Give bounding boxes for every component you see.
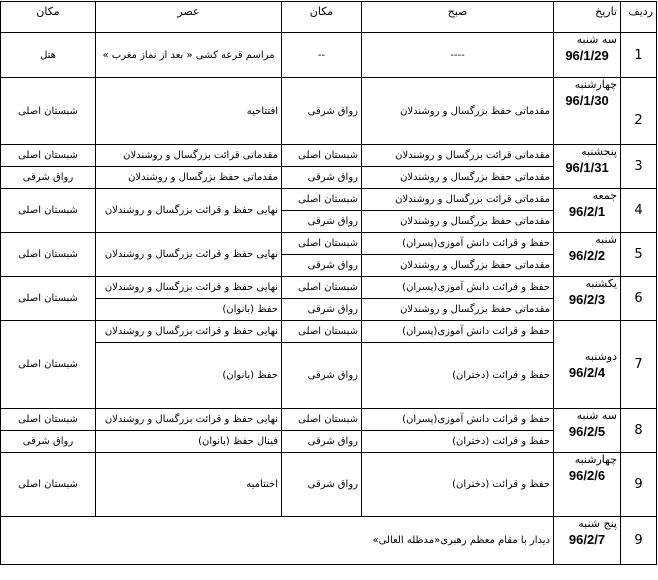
afternoon-place: شبستان اصلی	[1, 189, 96, 233]
afternoon-session: مقدماتی حفظ بزرگسال و روشندلان	[96, 167, 282, 189]
day-name: یکشنبه	[585, 277, 617, 290]
morning-place: رواق شرقی	[282, 343, 362, 409]
row-number: 4	[621, 189, 657, 233]
afternoon-place: شبستان اصلی	[1, 409, 96, 431]
morning-place: شبستان اصلی	[282, 145, 362, 167]
morning-place: رواق شرقی	[282, 453, 362, 517]
date-value: 96/2/1	[568, 204, 606, 219]
row-number: 3	[621, 145, 657, 189]
morning-session: مقدماتی قرائت بزرگسال و روشندلان	[362, 189, 554, 211]
morning-session: حفظ و قرائت دانش آموزی(پسران)	[362, 321, 554, 343]
morning-place: شبستان اصلی	[282, 277, 362, 299]
afternoon-place: رواق شرقی	[1, 167, 96, 189]
table-row	[1, 453, 657, 517]
leader-meeting-text: دیدار با مقام معظم رهبری«مدظله العالی»	[372, 535, 550, 546]
table-row	[1, 78, 657, 145]
table-row	[1, 277, 657, 299]
morning-session: حفظ و قرائت دانش آموزی(پسران)	[362, 277, 554, 299]
morning-place: رواق شرقی	[282, 299, 362, 321]
row-number: 7	[621, 321, 657, 409]
table-row	[1, 189, 657, 211]
day-name: پنج شنبه	[578, 517, 617, 530]
header-place-morning: مکان	[282, 2, 362, 33]
afternoon-session: نهایی حفظ و قرائت بزرگسال و روشندلان	[96, 321, 282, 343]
date-value: 96/2/4	[568, 364, 606, 380]
date-cell	[554, 78, 621, 145]
afternoon-session: نهایی حفظ و قرائت بزرگسال و روشندلان	[96, 277, 282, 299]
morning-place: رواق شرقی	[282, 211, 362, 233]
morning-place: شبستان اصلی	[282, 233, 362, 255]
day-name: چهارشنبه	[574, 453, 617, 466]
row-number: 1	[621, 33, 657, 78]
date-value: 96/1/29	[565, 48, 609, 63]
morning-session: حفظ و قرائت (دختران)	[362, 343, 554, 409]
table-row	[1, 33, 657, 78]
morning-place: شبستان اصلی	[282, 409, 362, 431]
date-cell	[554, 277, 621, 321]
afternoon-session: مقدماتی قرائت بزرگسال و روشندلان	[96, 145, 282, 167]
table-row	[1, 233, 657, 255]
morning-place: رواق شرقی	[282, 167, 362, 189]
header-date: تاریخ	[554, 2, 621, 33]
morning-place: رواق شرقی	[282, 78, 362, 145]
date-cell	[554, 517, 621, 565]
date-cell	[554, 189, 621, 233]
header-morning: صبح	[362, 2, 554, 33]
morning-session: مقدماتی قرائت بزرگسال و روشندلان	[362, 145, 554, 167]
morning-place: شبستان اصلی	[282, 321, 362, 343]
afternoon-place: شبستان اصلی	[1, 277, 96, 321]
header-place-afternoon: مکان	[1, 2, 96, 33]
morning-place: --	[282, 33, 362, 78]
afternoon-place: شبستان اصلی	[1, 453, 96, 517]
header-radif: ردیف	[621, 2, 657, 33]
afternoon-place: شبستان اصلی	[1, 78, 96, 145]
day-name: شنبه	[595, 233, 617, 246]
header-row	[1, 2, 657, 33]
date-cell	[554, 33, 621, 78]
day-name: دوشنبه	[585, 349, 617, 363]
row-number: 6	[621, 277, 657, 321]
afternoon-place: شبستان اصلی	[1, 233, 96, 277]
day-name: سه شنبه	[576, 33, 617, 46]
table-row	[1, 145, 657, 167]
afternoon-place: رواق شرقی	[1, 431, 96, 453]
morning-session: مقدماتی حفظ بزرگسال و روشندلان	[362, 78, 554, 145]
afternoon-place: شبستان اصلی	[1, 145, 96, 167]
date-value: 96/2/2	[568, 248, 606, 263]
afternoon-session: نهایی حفظ و قرائت بزرگسال و روشندلان	[96, 189, 282, 233]
afternoon-place: شبستان اصلی	[1, 321, 96, 409]
afternoon-session: اختتامیه	[96, 453, 282, 517]
afternoon-place: هتل	[1, 33, 96, 78]
date-value: 96/2/7	[568, 532, 606, 547]
date-cell	[554, 233, 621, 277]
row-number: 5	[621, 233, 657, 277]
day-name: سه شنبه	[576, 409, 617, 422]
morning-place: رواق شرقی	[282, 255, 362, 277]
afternoon-session: فینال حفظ (بانوان)	[96, 431, 282, 453]
morning-session: مقدماتی حفظ بزرگسال و روشندلان	[362, 299, 554, 321]
date-cell	[554, 409, 621, 453]
date-cell	[554, 321, 621, 409]
morning-place: رواق شرقی	[282, 431, 362, 453]
morning-place: شبستان اصلی	[282, 189, 362, 211]
morning-session: حفظ و قرائت دانش آموزی(پسران)	[362, 409, 554, 431]
date-cell	[554, 145, 621, 189]
morning-session: ----	[362, 33, 554, 78]
date-cell	[554, 453, 621, 517]
morning-session	[1, 517, 554, 565]
header-afternoon: عصر	[96, 2, 282, 33]
afternoon-session: نهایی حفظ و قرائت بزرگسال و روشندلان	[96, 233, 282, 277]
row-number: 9	[621, 453, 657, 517]
day-name: جمعه	[592, 189, 617, 202]
date-value: 96/1/30	[565, 93, 609, 108]
afternoon-session: حفظ (بانوان)	[96, 299, 282, 321]
row-number: 9	[621, 517, 657, 565]
afternoon-session: نهایی حفظ و قرائت بزرگسال و روشندلان	[96, 409, 282, 431]
morning-session: حفظ و قرائت دانش آموزی(پسران)	[362, 233, 554, 255]
morning-session: حفظ و قرائت (دختران)	[362, 453, 554, 517]
day-name: چهارشنبه	[574, 78, 617, 91]
row-number: 8	[621, 409, 657, 453]
morning-session: مقدماتی حفظ بزرگسال و روشندلان	[362, 167, 554, 189]
date-value: 96/2/5	[568, 424, 606, 439]
afternoon-session: حفظ (بانوان)	[96, 343, 282, 409]
table-row	[1, 321, 657, 343]
morning-session: مقدماتی حفظ بزرگسال و روشندلان	[362, 211, 554, 233]
table-row	[1, 409, 657, 431]
day-name: پنجشنبه	[581, 145, 617, 158]
morning-session: حفظ و قرائت (دختران)	[362, 431, 554, 453]
row-number: 2	[621, 78, 657, 145]
table-row	[1, 517, 657, 565]
afternoon-session: افتتاحیه	[96, 78, 282, 145]
date-value: 96/2/3	[568, 292, 606, 307]
morning-session: مقدماتی حفظ بزرگسال و روشندلان	[362, 255, 554, 277]
date-value: 96/1/31	[565, 160, 609, 175]
date-value: 96/2/6	[568, 468, 606, 483]
schedule-table	[0, 1, 657, 565]
afternoon-session: مراسم قرعه کشی « بعد از نماز مغرب »	[96, 33, 282, 78]
